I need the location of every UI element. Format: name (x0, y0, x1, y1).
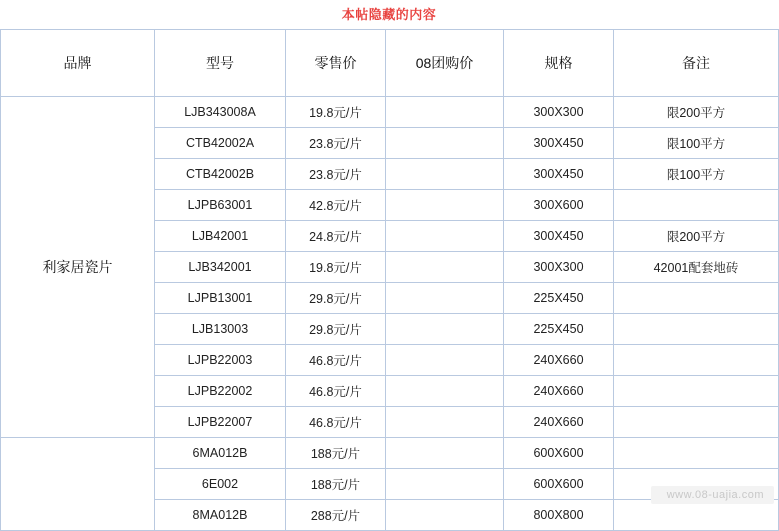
group-price-cell (386, 345, 504, 376)
group-price-cell (386, 128, 504, 159)
retail-price-cell: 46.8元/片 (286, 376, 386, 407)
column-header-note: 备注 (614, 30, 779, 97)
spec-cell: 225X450 (504, 314, 614, 345)
note-cell (614, 190, 779, 221)
model-cell: CTB42002A (155, 128, 286, 159)
retail-price-cell: 188元/片 (286, 469, 386, 500)
model-cell: LJB42001 (155, 221, 286, 252)
column-header-model: 型号 (155, 30, 286, 97)
retail-price-cell: 188元/片 (286, 438, 386, 469)
group-price-cell (386, 469, 504, 500)
spec-cell: 240X660 (504, 376, 614, 407)
column-header-retail-price: 零售价 (286, 30, 386, 97)
spec-cell: 300X450 (504, 159, 614, 190)
model-cell: 8MA012B (155, 500, 286, 531)
group-price-cell (386, 500, 504, 531)
retail-price-cell: 24.8元/片 (286, 221, 386, 252)
table-scroll-area (0, 29, 778, 523)
group-price-cell (386, 283, 504, 314)
spec-cell: 300X450 (504, 128, 614, 159)
note-cell (614, 438, 779, 469)
table-header (1, 30, 779, 97)
spec-cell: 300X300 (504, 97, 614, 128)
spec-cell: 800X800 (504, 500, 614, 531)
retail-price-cell: 29.8元/片 (286, 283, 386, 314)
spec-cell: 600X600 (504, 438, 614, 469)
brand-cell (1, 438, 155, 531)
spec-cell: 240X660 (504, 407, 614, 438)
note-cell (614, 407, 779, 438)
column-header-group-price: 08团购价 (386, 30, 504, 97)
model-cell: LJB342001 (155, 252, 286, 283)
model-cell: 6E002 (155, 469, 286, 500)
model-cell: LJPB13001 (155, 283, 286, 314)
group-price-cell (386, 190, 504, 221)
hidden-content-notice: 本帖隐藏的内容 (341, 7, 437, 22)
group-price-cell (386, 438, 504, 469)
model-cell: LJB13003 (155, 314, 286, 345)
note-cell (614, 283, 779, 314)
spec-cell: 300X600 (504, 190, 614, 221)
group-price-cell (386, 314, 504, 345)
note-cell: 限100平方 (614, 159, 779, 190)
spec-cell: 600X600 (504, 469, 614, 500)
retail-price-cell: 23.8元/片 (286, 159, 386, 190)
table-header-row (1, 30, 779, 97)
table-row (1, 97, 779, 128)
group-price-cell (386, 221, 504, 252)
model-cell: LJPB22003 (155, 345, 286, 376)
table-row (1, 438, 779, 469)
retail-price-cell: 42.8元/片 (286, 190, 386, 221)
group-price-cell (386, 376, 504, 407)
note-cell (614, 500, 779, 531)
model-cell: LJPB22002 (155, 376, 286, 407)
note-cell (614, 314, 779, 345)
retail-price-cell: 19.8元/片 (286, 252, 386, 283)
retail-price-cell: 46.8元/片 (286, 345, 386, 376)
price-table (0, 29, 779, 531)
retail-price-cell: 23.8元/片 (286, 128, 386, 159)
model-cell: LJPB22007 (155, 407, 286, 438)
retail-price-cell: 29.8元/片 (286, 314, 386, 345)
model-cell: LJPB63001 (155, 190, 286, 221)
spec-cell: 240X660 (504, 345, 614, 376)
model-cell: LJB343008A (155, 97, 286, 128)
note-cell: 限200平方 (614, 221, 779, 252)
spec-cell: 300X300 (504, 252, 614, 283)
retail-price-cell: 19.8元/片 (286, 97, 386, 128)
note-cell (614, 345, 779, 376)
note-cell (614, 469, 779, 500)
column-header-brand: 品牌 (1, 30, 155, 97)
note-cell: 42001配套地砖 (614, 252, 779, 283)
note-cell: 限200平方 (614, 97, 779, 128)
column-header-spec: 规格 (504, 30, 614, 97)
group-price-cell (386, 97, 504, 128)
note-cell: 限100平方 (614, 128, 779, 159)
retail-price-cell: 46.8元/片 (286, 407, 386, 438)
model-cell: CTB42002B (155, 159, 286, 190)
spec-cell: 300X450 (504, 221, 614, 252)
model-cell: 6MA012B (155, 438, 286, 469)
site-watermark: www.08-uajia.com (651, 486, 774, 504)
retail-price-cell: 288元/片 (286, 500, 386, 531)
group-price-cell (386, 252, 504, 283)
spec-cell: 225X450 (504, 283, 614, 314)
brand-cell: 利家居瓷片 (1, 97, 155, 438)
note-cell (614, 376, 779, 407)
group-price-cell (386, 159, 504, 190)
group-price-cell (386, 407, 504, 438)
table-body (1, 97, 779, 531)
